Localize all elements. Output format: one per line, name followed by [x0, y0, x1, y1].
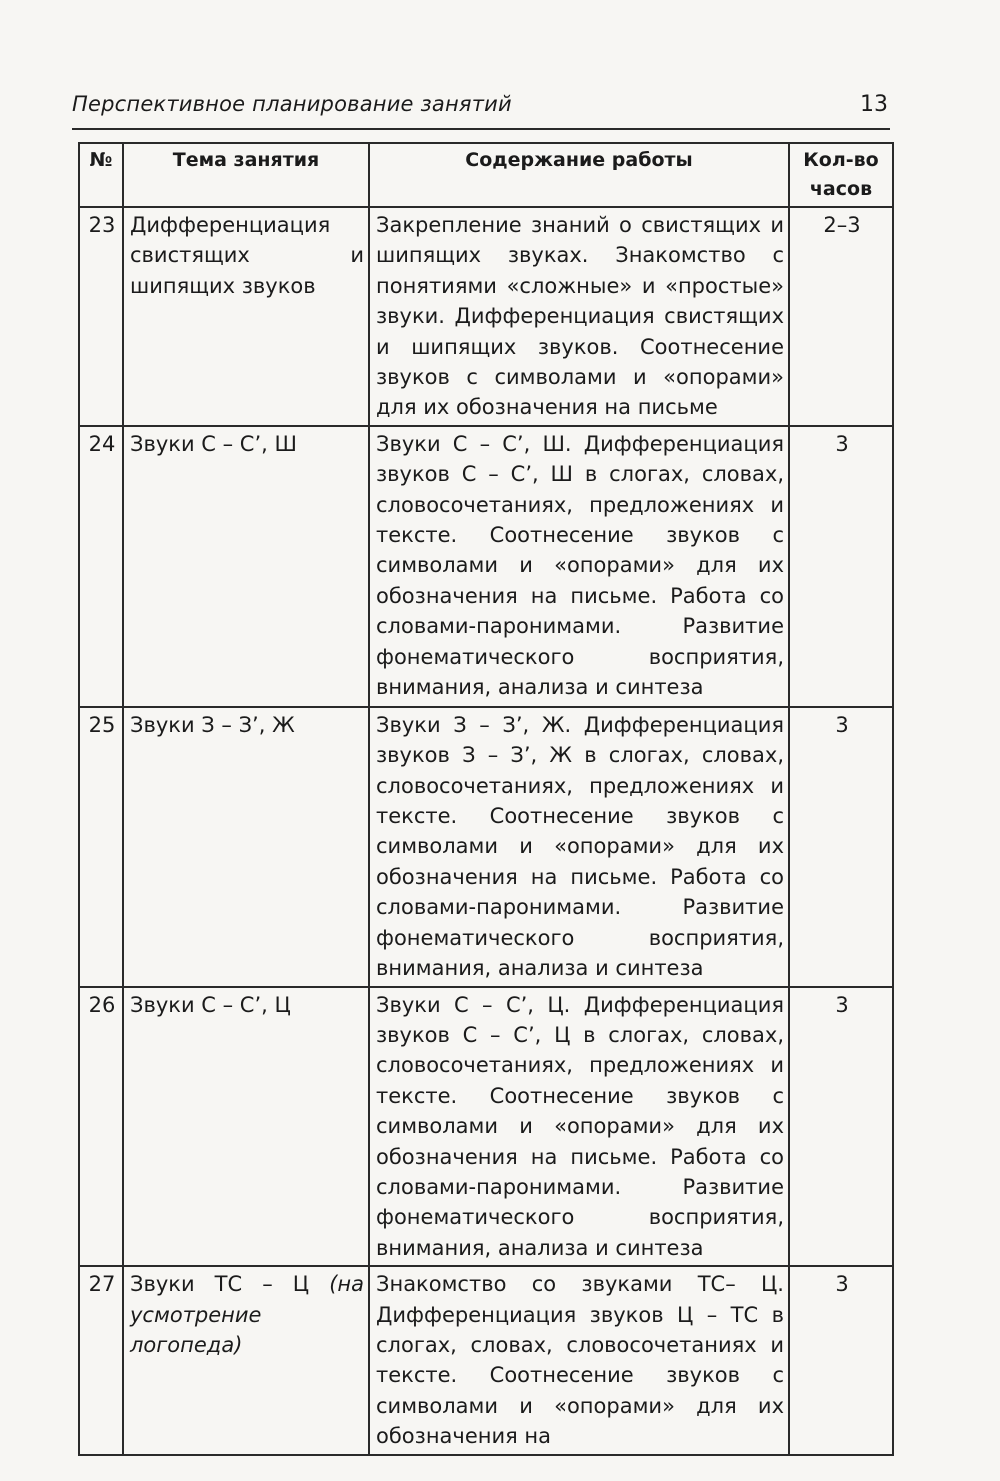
- running-title: Перспективное планирование занятий: [72, 92, 512, 116]
- row-content: Звуки З – З’, Ж. Дифференциация звуков З – З’, Ж в слогах, словах, словосочетаниях, предложениях и тексте. Соотнесение звуков с символами и «опорами» для их обозначения на письме. Работа со словами-паронимами. Развитие фонематического восприятия, внимания, анализа и синтеза: [369, 707, 789, 987]
- column-header-hours: Кол-во часов: [789, 143, 893, 207]
- topic-text: Звуки С – С’, Ц: [130, 992, 291, 1017]
- column-header-topic: Тема занятия: [123, 143, 369, 207]
- row-number: 25: [79, 707, 123, 987]
- row-number: 26: [79, 987, 123, 1267]
- table-row: [79, 987, 893, 1267]
- topic-text: Звуки З – З’, Ж: [130, 712, 295, 737]
- table-row: [79, 426, 893, 707]
- row-hours: 3: [789, 1266, 893, 1454]
- row-hours: 2–3: [789, 207, 893, 426]
- table-row: [79, 707, 893, 987]
- page-number: 13: [860, 92, 888, 117]
- table-row: [79, 1266, 893, 1454]
- column-header-number: №: [79, 143, 123, 207]
- row-topic: [123, 207, 369, 426]
- table-row: [79, 207, 893, 426]
- topic-text: Звуки С – С’, Ш: [130, 431, 297, 456]
- row-content: Звуки С – С’, Ц. Дифференциация звуков С – С’, Ц в слогах, словах, словосочетаниях, предложениях и тексте. Соотнесение звуков с символами и «опорами» для их обозначения на письме. Работа со словами-паронимами. Развитие фонематического восприятия, внимания, анализа и синтеза: [369, 987, 789, 1267]
- topic-text: Звуки ТС – Ц: [130, 1272, 310, 1297]
- row-number: 27: [79, 1266, 123, 1454]
- row-topic: [123, 1266, 369, 1454]
- topic-note: (на усмотрение логопеда): [130, 1272, 364, 1357]
- row-hours: 3: [789, 426, 893, 707]
- row-hours: 3: [789, 707, 893, 987]
- topic-text: Дифференциация свистящих и шипящих звуков: [130, 213, 364, 298]
- row-topic: [123, 426, 369, 707]
- row-number: 24: [79, 426, 123, 707]
- row-topic: [123, 987, 369, 1267]
- lesson-plan-table: [78, 142, 894, 1456]
- column-header-content: Содержание работы: [369, 143, 789, 207]
- row-content: Знакомство со звуками ТС– Ц. Дифференциация звуков Ц – ТС в слогах, словах, словосочетаниях и тексте. Соотнесение звуков с символами и «опорами» для их обозначения на: [369, 1266, 789, 1454]
- row-content: Звуки С – С’, Ш. Дифференциация звуков С – С’, Ш в слогах, словах, словосочетаниях, предложениях и тексте. Соотнесение звуков с символами и «опорами» для их обозначения на письме. Работа со словами-паронимами. Развитие фонематического восприятия, внимания, анализа и синтеза: [369, 426, 789, 707]
- row-content: Закрепление знаний о свистящих и шипящих звуках. Знакомство с понятиями «сложные» и «простые» звуки. Дифференциация свистящих и шипящих звуков. Соотнесение звуков с символами и «опорами» для их обозначения на письме: [369, 207, 789, 426]
- row-topic: [123, 707, 369, 987]
- table-header: [79, 143, 893, 207]
- row-number: 23: [79, 207, 123, 426]
- row-hours: 3: [789, 987, 893, 1267]
- running-head: [72, 88, 890, 130]
